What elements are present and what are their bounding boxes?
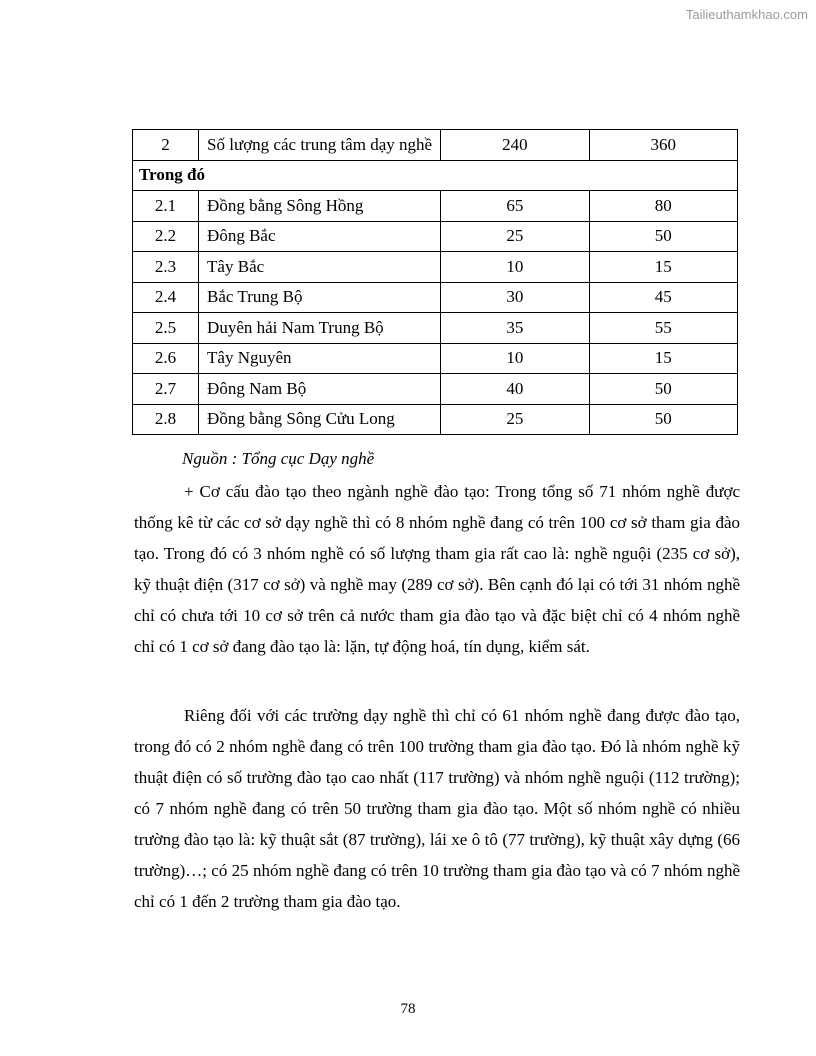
body-paragraph: Riêng đối với các trường dạy nghề thì chỉ có 61 nhóm nghề đang được đào tạo, trong đó có 2 nhóm nghề đang có trên 100 trường tham gia đào tạo. Đó là nhóm nghề kỹ thuật điện có số trường đào tạo cao nhất (117 trường) và nhóm nghề nguội (112 trường); có 7 nhóm nghề đang có trên 50 trường tham gia đào tạo. Một số nhóm nghề có nhiều trường đào tạo là: kỹ thuật sắt (87 trường), lái xe ô tô (77 trường), kỹ thuật xây dựng (66 trường)…; có 25 nhóm nghề đang có trên 10 trường tham gia đào tạo và có 7 nhóm nghề chỉ có 1 đến 2 trường tham gia đào tạo. — [134, 706, 740, 911]
value-first-column: 25 — [441, 221, 589, 252]
row-label: Duyên hải Nam Trung Bộ — [199, 313, 441, 344]
table-row — [133, 404, 738, 435]
value-second-column: 50 — [589, 404, 737, 435]
table-row — [133, 130, 738, 161]
value-second-column: 15 — [589, 252, 737, 283]
value-first-column: 65 — [441, 191, 589, 222]
row-number: 2.7 — [133, 374, 199, 405]
row-number: 2.2 — [133, 221, 199, 252]
row-label: Đồng bằng Sông Cửu Long — [199, 404, 441, 435]
table-row — [133, 374, 738, 405]
table-row — [133, 252, 738, 283]
group-label: Trong đó — [133, 160, 738, 191]
row-number: 2.8 — [133, 404, 199, 435]
row-label: Đồng bằng Sông Hồng — [199, 191, 441, 222]
value-first-column: 35 — [441, 313, 589, 344]
row-label: Tây Nguyên — [199, 343, 441, 374]
value-second-column: 50 — [589, 374, 737, 405]
row-number: 2.3 — [133, 252, 199, 283]
body-paragraph: + Cơ cấu đào tạo theo ngành nghề đào tạo: Trong tổng số 71 nhóm nghề được thống kê từ các cơ sở dạy nghề thì có 8 nhóm nghề đang có trên 100 cơ sở tham gia đào tạo. Trong đó có 3 nhóm nghề có số lượng tham gia rất cao là: nghề nguội (235 cơ sở), kỹ thuật điện (317 cơ sở) và nghề may (289 cơ sở). Bên cạnh đó lại có tới 31 nhóm nghề chỉ có chưa tới 10 cơ sở trên cả nước tham gia đào tạo và đặc biệt chỉ có 4 nhóm nghề chỉ có 1 cơ sở đang đào tạo là: lặn, tự động hoá, tín dụng, kiểm sát. — [134, 482, 740, 656]
value-first-column: 30 — [441, 282, 589, 313]
row-number: 2.6 — [133, 343, 199, 374]
table-row — [133, 191, 738, 222]
page-number: 78 — [400, 1001, 416, 1017]
value-second-column: 15 — [589, 343, 737, 374]
value-second-column: 80 — [589, 191, 737, 222]
table-row — [133, 221, 738, 252]
value-second-column: 360 — [589, 130, 737, 161]
row-number: 2.4 — [133, 282, 199, 313]
value-first-column: 10 — [441, 343, 589, 374]
row-label: Bắc Trung Bộ — [199, 282, 441, 313]
row-label: Đông Bắc — [199, 221, 441, 252]
training-centers-table — [132, 129, 738, 435]
table-row — [133, 282, 738, 313]
value-second-column: 45 — [589, 282, 737, 313]
value-second-column: 55 — [589, 313, 737, 344]
value-first-column: 40 — [441, 374, 589, 405]
row-number: 2.1 — [133, 191, 199, 222]
row-label: Số lượng các trung tâm dạy nghề — [199, 130, 441, 161]
row-label: Tây Bắc — [199, 252, 441, 283]
table-source-note: Nguồn : Tổng cục Dạy nghề — [182, 449, 375, 468]
value-first-column: 240 — [441, 130, 589, 161]
value-first-column: 10 — [441, 252, 589, 283]
row-label: Đông Nam Bộ — [199, 374, 441, 405]
watermark: Tailieuthamkhao.com — [685, 7, 808, 22]
table-row — [133, 313, 738, 344]
value-second-column: 50 — [589, 221, 737, 252]
row-number: 2 — [133, 130, 199, 161]
row-number: 2.5 — [133, 313, 199, 344]
table-group-row — [133, 160, 738, 191]
value-first-column: 25 — [441, 404, 589, 435]
table-row — [133, 343, 738, 374]
